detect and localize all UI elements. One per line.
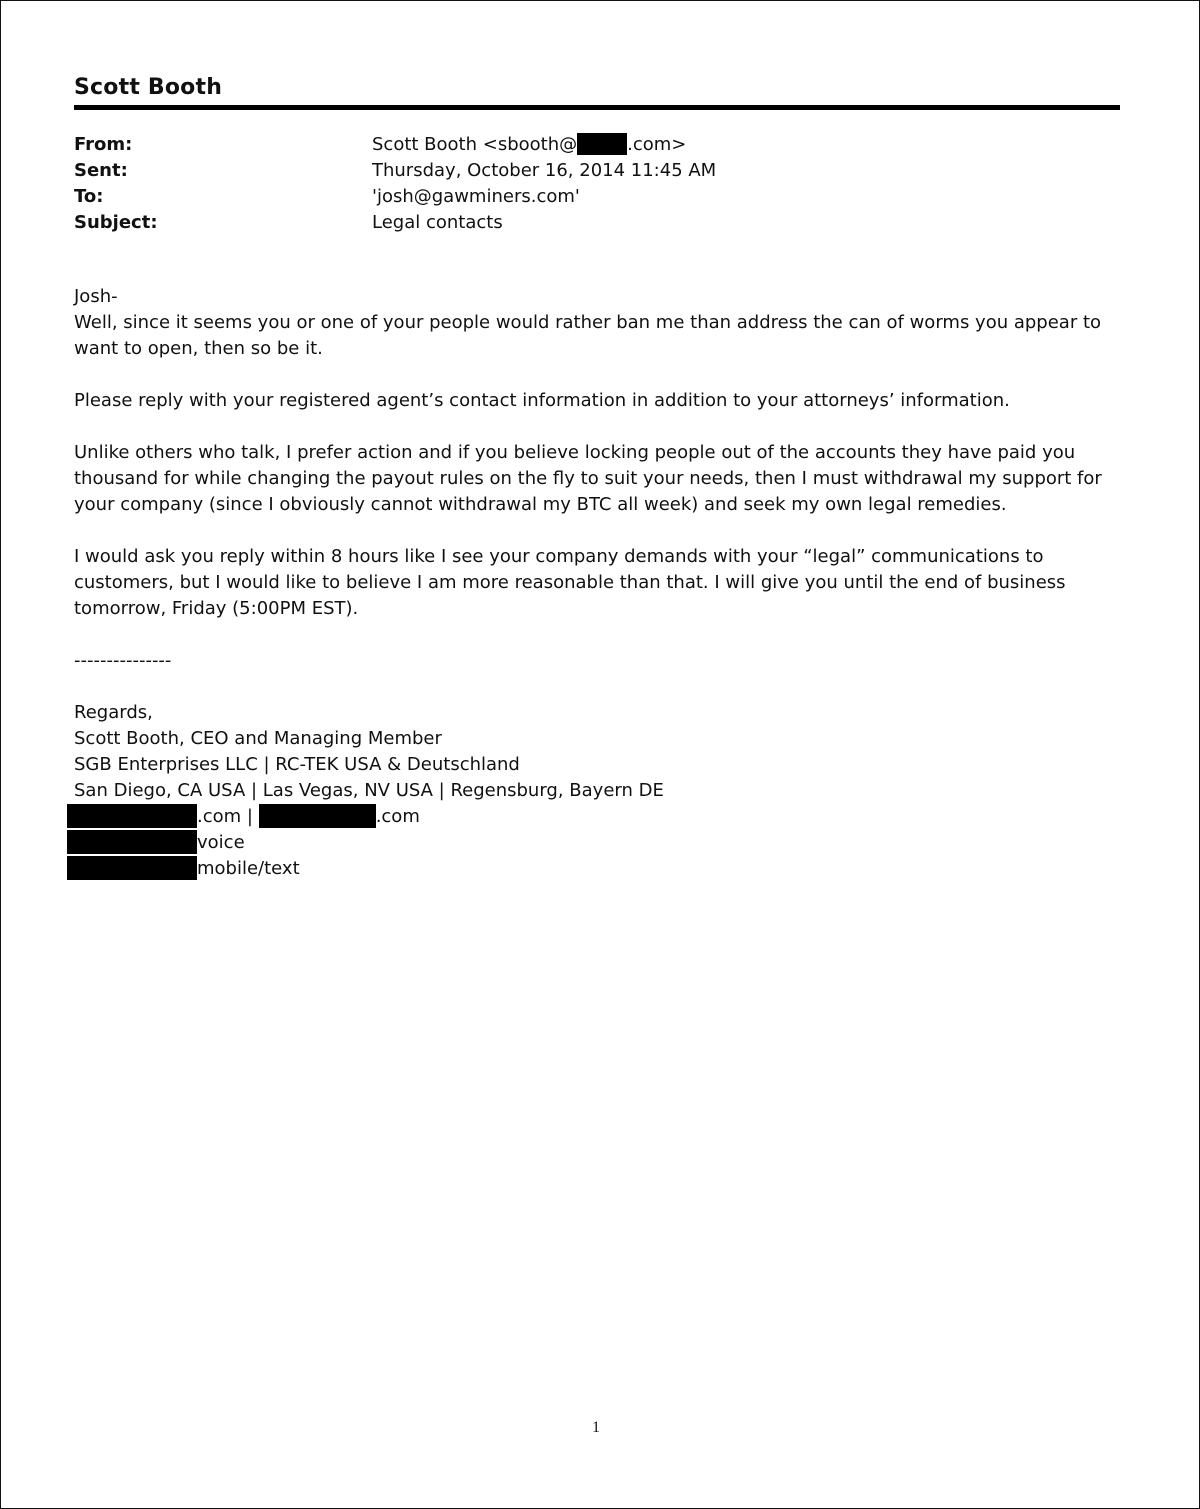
redaction-box — [67, 830, 197, 854]
subject-label: Subject: — [74, 212, 158, 233]
subject-row — [74, 210, 716, 236]
signature-websites — [67, 804, 1124, 830]
body-paragraph-1: Well, since it seems you or one of your people would rather ban me than address the can of worms you appear to want to open, then so be it. — [74, 312, 1107, 359]
from-value-prefix: Scott Booth <sbooth@ — [372, 134, 578, 155]
sender-heading: Scott Booth — [74, 75, 223, 100]
to-row — [74, 184, 716, 210]
page-number: 1 — [592, 1419, 600, 1436]
from-label: From: — [74, 134, 133, 155]
to-label: To: — [74, 186, 104, 207]
heading-rule — [74, 105, 1120, 110]
sent-row — [74, 158, 716, 184]
signature-mobile — [67, 856, 1124, 882]
body-paragraph-4: I would ask you reply within 8 hours like I see your company demands with your “legal” communications to customers, but I would like to believe I am more reasonable than that. I will give you until the end of business tomorrow, Friday (5:00PM EST). — [74, 546, 1072, 619]
redaction-box — [259, 804, 376, 828]
from-value-suffix: .com> — [627, 134, 687, 155]
from-row — [74, 132, 716, 158]
signature-web-end: .com — [375, 806, 420, 827]
signature-mobile-label: mobile/text — [197, 858, 300, 879]
redaction-box — [67, 856, 197, 880]
signature-name-title: Scott Booth, CEO and Managing Member — [74, 728, 442, 749]
sent-value: Thursday, October 16, 2014 11:45 AM — [372, 160, 717, 181]
signature-locations: San Diego, CA USA | Las Vegas, NV USA | Regensburg, Bayern DE — [74, 780, 664, 801]
sent-label: Sent: — [74, 160, 128, 181]
from-value — [372, 132, 686, 158]
signature-closing: Regards, — [74, 702, 153, 723]
signature-voice — [67, 830, 1124, 856]
body-paragraph-2: Please reply with your registered agent’s contact information in addition to your attorneys’ information. — [74, 390, 1010, 411]
signature-voice-label: voice — [197, 832, 245, 853]
to-value: 'josh@gawminers.com' — [372, 186, 580, 207]
redaction-box — [577, 133, 627, 155]
greeting: Josh- — [74, 286, 118, 307]
email-header — [74, 132, 716, 236]
signature-web-mid: .com | — [197, 806, 253, 827]
signature-company: SGB Enterprises LLC | RC-TEK USA & Deutschland — [74, 754, 520, 775]
body-paragraph-3: Unlike others who talk, I prefer action and if you believe locking people out of the accounts they have paid you thousand for while changing the payout rules on the fly to suit your needs, then I must withdrawal my support for your company (since I obviously cannot withdrawal my BTC all week) and seek my own legal remedies. — [74, 442, 1108, 515]
subject-value: Legal contacts — [372, 212, 503, 233]
redaction-box — [67, 804, 197, 828]
email-body — [74, 284, 1124, 882]
separator-line: --------------- — [74, 650, 172, 671]
